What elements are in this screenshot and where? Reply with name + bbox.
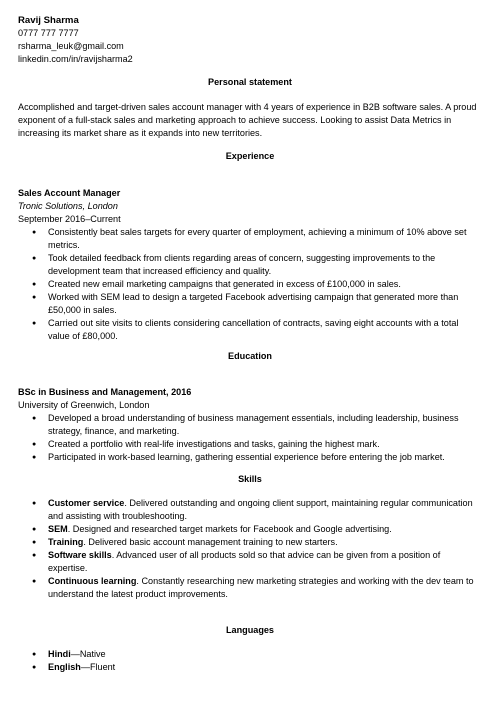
school-name: University of Greenwich, London <box>18 400 150 410</box>
experience-heading: Experience <box>225 151 275 161</box>
job-dates: September 2016–Current <box>18 214 121 224</box>
language-name: English <box>48 662 81 672</box>
linkedin-url: linkedin.com/in/ravijsharma2 <box>18 54 133 64</box>
skill-text: . Designed and researched target markets for Facebook and Google advertising. <box>67 524 392 534</box>
skill-title: Continuous learning <box>48 576 137 586</box>
skill-text: . Advanced user of all products sold so that advice can be given from a position of expertise. <box>48 550 441 573</box>
language-level: —Native <box>70 649 106 659</box>
personal-statement-text: Accomplished and target-driven sales account manager with 4 years of experience in B2B software sales. A proud exponent of a full-stack sales and marketing approach to achieve success. Looking to assist Data Metrics in increasing its market share as it expands into new territories. <box>18 102 477 138</box>
skill-title: Training <box>48 537 84 547</box>
skill-title: Customer service <box>48 498 125 508</box>
candidate-name: Ravij Sharma <box>18 15 79 26</box>
list-item <box>48 661 482 674</box>
phone-number: 0777 777 7777 <box>18 28 79 38</box>
resume-page <box>18 14 482 674</box>
education-heading: Education <box>228 351 272 361</box>
list-item: ● Participated in work-based learning, gathering essential experience before entering the job market. <box>48 451 482 464</box>
list-item <box>48 523 482 536</box>
list-item: ● Developed a broad understanding of business management essentials, including leadership, business strategy, finance, and marketing. <box>48 412 482 438</box>
email-address: rsharma_leuk@gmail.com <box>18 41 124 51</box>
skill-title: SEM <box>48 524 68 534</box>
contact-block <box>18 14 482 66</box>
skill-title: Software skills <box>48 550 112 560</box>
language-name: Hindi <box>48 649 71 659</box>
list-item: ● Created a portfolio with real-life investigations and tasks, gaining the highest mark. <box>48 438 482 451</box>
list-item <box>48 536 482 549</box>
list-item: ● Worked with SEM lead to design a targeted Facebook advertising campaign that generated more than £50,000 in sales. <box>48 291 482 317</box>
list-item: ● Took detailed feedback from clients regarding areas of concern, suggesting improvements to the development team that increased efficiency and quality. <box>48 252 482 278</box>
experience-bullet-list <box>18 226 482 343</box>
list-item <box>48 549 482 575</box>
skills-heading: Skills <box>238 474 262 484</box>
language-level: —Fluent <box>80 662 116 672</box>
personal-statement-heading: Personal statement <box>208 77 292 87</box>
education-bullet-list <box>18 412 482 464</box>
skills-list <box>18 497 482 601</box>
skill-text: . Delivered outstanding and ongoing client support, maintaining regular communication and assisting with troubleshooting. <box>48 498 473 521</box>
list-item <box>48 648 482 661</box>
company-name: Tronic Solutions, London <box>18 201 118 211</box>
skill-text: . Constantly researching new marketing strategies and working with the dev team to understand the latest product improvements. <box>48 576 474 599</box>
list-item <box>48 575 482 601</box>
list-item: ● Created new email marketing campaigns that generated in excess of £100,000 in sales. <box>48 278 482 291</box>
skill-text: . Delivered basic account management training to new starters. <box>83 537 338 547</box>
job-title: Sales Account Manager <box>18 188 121 198</box>
languages-heading: Languages <box>225 625 274 635</box>
list-item: ● Carried out site visits to clients considering cancellation of contracts, saving eight accounts with a total value of £80,000. <box>48 317 482 343</box>
list-item: ● Consistently beat sales targets for every quarter of employment, achieving a minimum of 10% above set metrics. <box>48 226 482 252</box>
languages-list <box>18 648 482 674</box>
degree-title: BSc in Business and Management, 2016 <box>18 387 192 397</box>
list-item <box>48 497 482 523</box>
